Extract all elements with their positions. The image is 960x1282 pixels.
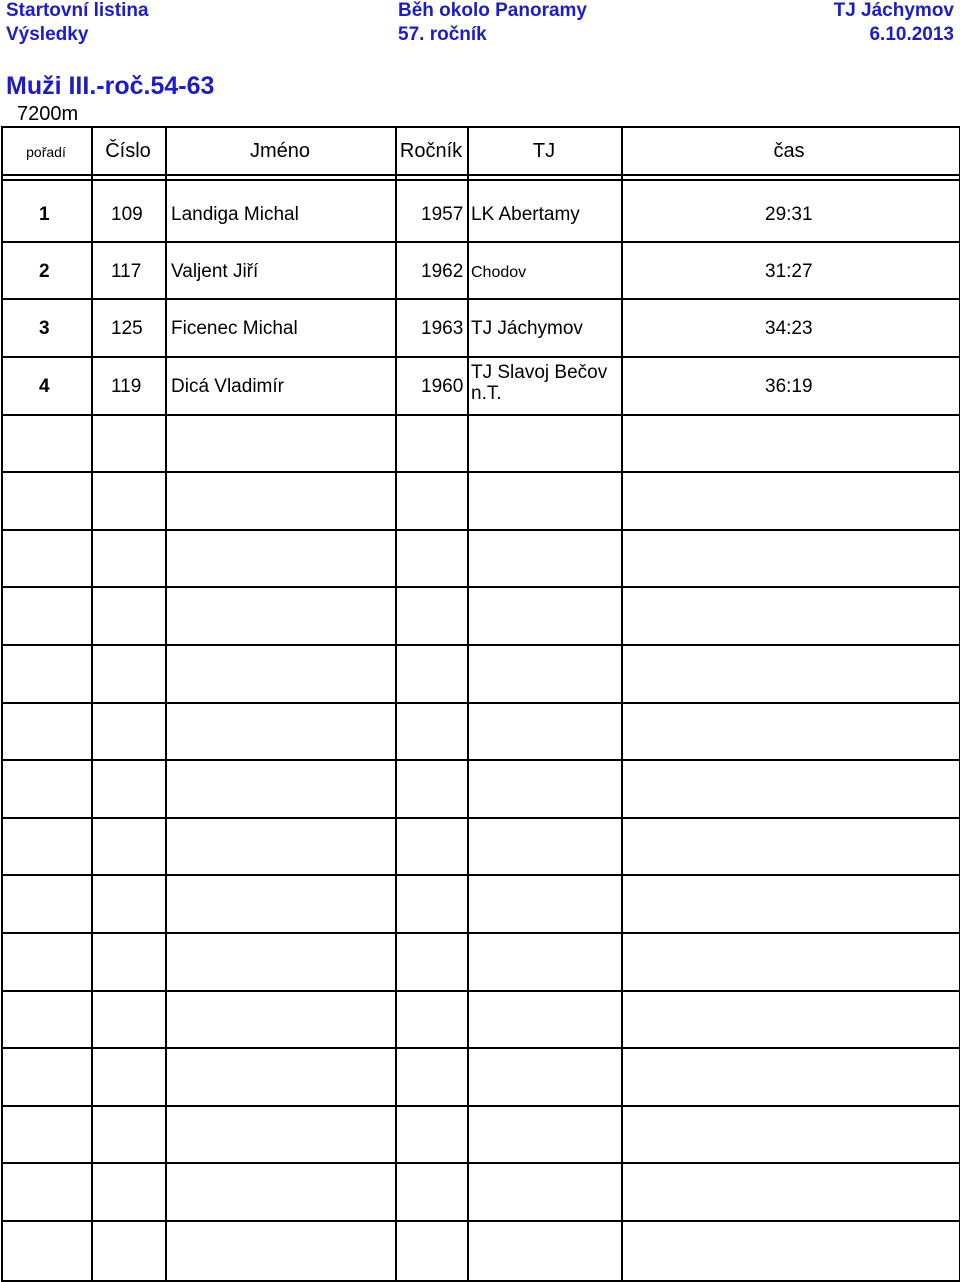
row-line (1, 356, 959, 358)
row-line (1, 471, 959, 473)
row-name: Dicá Vladimír (171, 376, 284, 397)
row-number: 117 (111, 261, 142, 282)
row-year: 1960 (421, 376, 464, 397)
row-line (1, 586, 959, 588)
row-place: 2 (39, 261, 50, 282)
header-rule (1, 174, 959, 176)
row-club: TJ Slavoj Bečov n.T. (471, 362, 608, 404)
row-name: Ficenec Michal (171, 318, 298, 339)
row-place: 3 (39, 318, 50, 339)
category-title: Muži III.-roč.54-63 (6, 72, 215, 100)
row-line (1, 414, 959, 416)
row-club: Chodov (471, 264, 527, 281)
column-header-time: čas (773, 140, 805, 162)
row-line (1, 529, 959, 531)
header-organizer: TJ Jáchymov (833, 0, 954, 21)
row-number: 119 (111, 376, 142, 397)
column-header-number: Číslo (105, 140, 151, 162)
row-year: 1957 (421, 204, 464, 225)
row-club: TJ Jáchymov (471, 318, 583, 339)
header-rule (1, 179, 959, 181)
row-number: 125 (111, 318, 143, 339)
row-line (1, 990, 959, 992)
row-line (1, 759, 959, 761)
row-year: 1963 (421, 318, 464, 339)
row-time: 34:23 (765, 318, 813, 339)
row-line (1, 932, 959, 934)
row-name: Landiga Michal (171, 204, 299, 225)
row-line (1, 1047, 959, 1049)
header-date: 6.10.2013 (869, 24, 954, 45)
row-line (1, 874, 959, 876)
header-left-bottom: Výsledky (6, 24, 89, 45)
row-line (1, 298, 959, 300)
row-place: 1 (39, 204, 50, 225)
results-table (1, 126, 959, 1280)
row-line (1, 241, 959, 243)
header-event-name: Běh okolo Panoramy (398, 0, 587, 21)
row-place: 4 (39, 376, 50, 397)
column-header-name: Jméno (249, 140, 311, 162)
row-line (1, 1220, 959, 1222)
distance-label: 7200m (17, 103, 79, 125)
row-year: 1962 (421, 261, 464, 282)
row-time: 36:19 (765, 376, 813, 397)
row-name: Valjent Jiří (171, 261, 259, 282)
row-line (1, 1105, 959, 1107)
row-club: LK Abertamy (471, 204, 580, 225)
column-header-place: pořadí (26, 144, 66, 160)
row-line (1, 817, 959, 819)
row-line (1, 1162, 959, 1164)
column-header-year: Ročník (399, 140, 463, 162)
header-event-edition: 57. ročník (398, 24, 487, 45)
row-line (1, 644, 959, 646)
header-left-top: Startovní listina (6, 0, 149, 21)
row-line (1, 702, 959, 704)
row-number: 109 (111, 204, 143, 225)
row-time: 29:31 (765, 204, 813, 225)
row-time: 31:27 (765, 261, 813, 282)
column-header-club: TJ (532, 140, 556, 162)
